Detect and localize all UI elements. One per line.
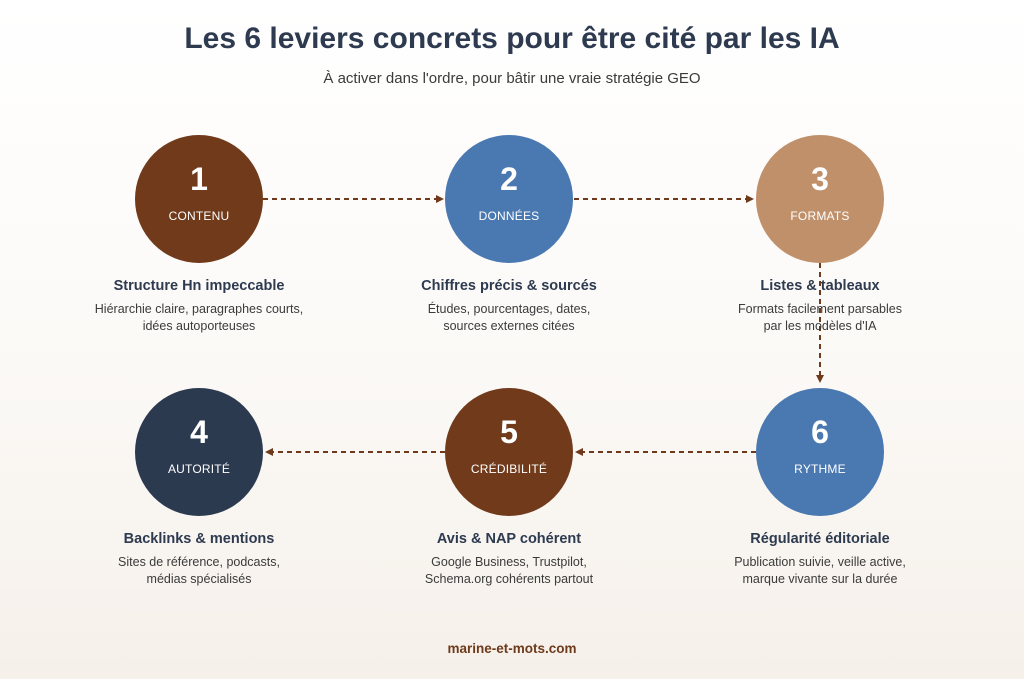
step-5-desc-line-2: Schema.org cohérents partout	[424, 572, 594, 586]
step-3-number: 3	[811, 161, 829, 197]
step-1-title: Structure Hn impeccable	[113, 278, 285, 294]
step-4-number: 4	[190, 414, 208, 450]
step-5-number: 5	[500, 414, 518, 450]
step-4-desc-line-2: médias spécialisés	[146, 572, 252, 586]
step-6-text	[700, 530, 940, 588]
step-3-desc-line-2: par les modèles d'IA	[763, 319, 877, 333]
step-6-title: Régularité éditoriale	[750, 531, 890, 547]
step-2-label: DONNÉES	[478, 209, 540, 223]
step-5-desc-line-1: Google Business, Trustpilot,	[431, 555, 587, 569]
step-2-desc-line-1: Études, pourcentages, dates,	[427, 302, 591, 316]
step-1-number: 1	[190, 161, 208, 197]
step-5-title: Avis & NAP cohérent	[436, 531, 582, 547]
step-2-number: 2	[500, 161, 518, 197]
step-6-desc-line-2: marque vivante sur la durée	[742, 572, 898, 586]
step-2-description	[389, 301, 629, 335]
step-1-desc-line-1: Hiérarchie claire, paragraphes courts,	[94, 302, 304, 316]
step-3-circle	[756, 135, 884, 263]
page-subtitle: À activer dans l'ordre, pour bâtir une vraie stratégie GEO	[323, 70, 701, 87]
step-6-description	[700, 554, 940, 588]
step-2-text	[389, 277, 629, 335]
step-6-number: 6	[811, 414, 829, 450]
step-2-desc-line-2: sources externes citées	[443, 319, 575, 333]
step-4-desc-line-1: Sites de référence, podcasts,	[118, 555, 280, 569]
step-2-title: Chiffres précis & sourcés	[421, 278, 597, 294]
step-3-title: Listes & tableaux	[760, 278, 880, 294]
step-5-label: CRÉDIBILITÉ	[470, 462, 548, 476]
page-title: Les 6 leviers concrets pour être cité par les IA	[184, 22, 840, 55]
step-4-circle	[135, 388, 263, 516]
step-2-circle	[445, 135, 573, 263]
step-3-label: FORMATS	[790, 209, 850, 223]
step-3-description	[700, 301, 940, 335]
step-6-circle	[756, 388, 884, 516]
step-4-label: AUTORITÉ	[167, 462, 231, 476]
step-3-text	[700, 277, 940, 335]
footer-website-link[interactable]: marine-et-mots.com	[447, 641, 577, 656]
step-6-label: RYTHME	[794, 462, 846, 476]
step-3-desc-line-1: Formats facilement parsables	[738, 302, 902, 316]
step-1-description	[79, 301, 319, 335]
step-1-circle	[135, 135, 263, 263]
step-5-description	[389, 554, 629, 588]
step-4-description	[79, 554, 319, 588]
step-6-desc-line-1: Publication suivie, veille active,	[734, 555, 906, 569]
step-1-desc-line-2: idées autoporteuses	[142, 319, 256, 333]
step-1-text	[79, 277, 319, 335]
step-5-circle	[445, 388, 573, 516]
step-1-label: CONTENU	[168, 209, 230, 223]
step-5-text	[389, 530, 629, 588]
step-4-title: Backlinks & mentions	[123, 531, 275, 547]
step-4-text	[79, 530, 319, 588]
